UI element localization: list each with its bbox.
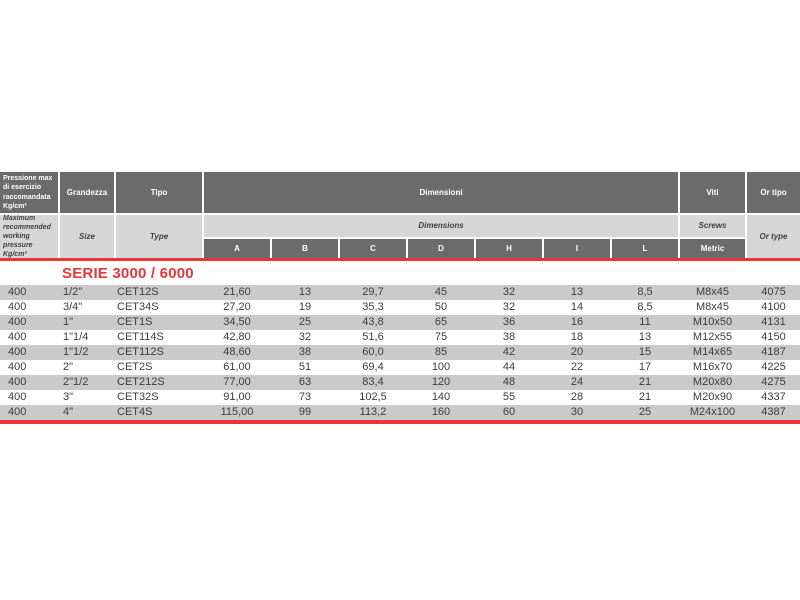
table-bottom-red-line — [0, 420, 800, 424]
cell-c: 35,3 — [362, 301, 384, 313]
cell-d: 65 — [434, 316, 448, 328]
cell-or_type: 4150 — [761, 331, 786, 343]
header-dimensions-italian: Dimensioni — [204, 172, 678, 213]
cell-pressure: 400 — [8, 391, 27, 403]
cell-pressure: 400 — [8, 361, 27, 373]
table-row — [0, 285, 800, 300]
cell-b: 38 — [298, 346, 312, 358]
header-dim-d: D — [408, 239, 474, 258]
cell-metric: M24x100 — [689, 406, 736, 418]
cell-d: 50 — [434, 301, 448, 313]
cell-i: 18 — [570, 331, 584, 343]
cell-l: 21 — [638, 391, 652, 403]
table-row — [0, 390, 800, 405]
cell-i: 28 — [570, 391, 584, 403]
cell-i: 20 — [570, 346, 584, 358]
cell-a: 48,60 — [223, 346, 251, 358]
cell-h: 32 — [502, 286, 516, 298]
cell-or_type: 4275 — [761, 376, 786, 388]
table-body — [0, 285, 800, 420]
cell-size: 3/4" — [63, 301, 83, 313]
cell-c: 60,0 — [362, 346, 384, 358]
header-screws-metric: Metric — [680, 239, 745, 258]
table-row — [0, 345, 800, 360]
cell-b: 99 — [298, 406, 312, 418]
cell-i: 16 — [570, 316, 584, 328]
cell-i: 13 — [570, 286, 584, 298]
cell-metric: M20x90 — [692, 391, 733, 403]
cell-metric: M12x55 — [692, 331, 733, 343]
cell-type: CET2S — [117, 361, 153, 373]
cell-a: 42,80 — [223, 331, 251, 343]
series-title: SERIE 3000 / 6000 — [62, 264, 194, 282]
header-size-english: Size — [60, 215, 114, 258]
cell-size: 1"1/4 — [63, 331, 89, 343]
cell-a: 27,20 — [223, 301, 251, 313]
header-dim-i: I — [544, 239, 610, 258]
cell-h: 55 — [502, 391, 516, 403]
cell-size: 2"1/2 — [63, 376, 89, 388]
cell-a: 115,00 — [220, 406, 254, 418]
cell-d: 85 — [434, 346, 448, 358]
cell-l: 17 — [638, 361, 652, 373]
cell-a: 91,00 — [223, 391, 251, 403]
cell-type: CET4S — [117, 406, 153, 418]
cell-type: CET34S — [117, 301, 159, 313]
cell-c: 51,6 — [362, 331, 384, 343]
cell-d: 160 — [431, 406, 451, 418]
header-pressure-italian: Pressione max di esercizio raccomandata Kg/cm² — [0, 172, 58, 213]
cell-l: 13 — [638, 331, 652, 343]
cell-c: 83,4 — [362, 376, 384, 388]
cell-l: 15 — [638, 346, 652, 358]
table-row — [0, 315, 800, 330]
table-row — [0, 360, 800, 375]
cell-d: 120 — [431, 376, 451, 388]
header-type-italian: Tipo — [116, 172, 202, 213]
cell-type: CET112S — [117, 346, 164, 358]
cell-pressure: 400 — [8, 346, 27, 358]
table-row — [0, 405, 800, 420]
cell-c: 69,4 — [362, 361, 384, 373]
header-dim-c: C — [340, 239, 406, 258]
cell-h: 60 — [502, 406, 516, 418]
header-screws-english: Screws — [680, 215, 745, 237]
cell-type: CET1S — [117, 316, 153, 328]
header-dim-l: L — [612, 239, 678, 258]
header-dimensions-english: Dimensions — [204, 215, 678, 237]
cell-l: 21 — [638, 376, 652, 388]
cell-or_type: 4100 — [761, 301, 786, 313]
header-dim-h: H — [476, 239, 542, 258]
cell-a: 21,60 — [223, 286, 251, 298]
cell-type: CET212S — [117, 376, 165, 388]
cell-b: 73 — [298, 391, 312, 403]
cell-pressure: 400 — [8, 301, 27, 313]
cell-type: CET12S — [117, 286, 159, 298]
cell-h: 32 — [502, 301, 516, 313]
cell-type: CET32S — [117, 391, 159, 403]
cell-type: CET114S — [117, 331, 164, 343]
cell-h: 44 — [502, 361, 516, 373]
cell-c: 102,5 — [359, 391, 387, 403]
cell-size: 1" — [63, 316, 74, 328]
cell-metric: M10x50 — [692, 316, 733, 328]
cell-size: 2" — [63, 361, 74, 373]
cell-a: 77,00 — [223, 376, 251, 388]
cell-b: 19 — [298, 301, 312, 313]
cell-b: 63 — [298, 376, 312, 388]
cell-h: 42 — [502, 346, 516, 358]
cell-or_type: 4337 — [761, 391, 786, 403]
cell-l: 8,5 — [637, 301, 653, 313]
cell-c: 29,7 — [362, 286, 384, 298]
cell-d: 75 — [434, 331, 448, 343]
cell-or_type: 4225 — [761, 361, 786, 373]
cell-size: 3" — [63, 391, 74, 403]
cell-l: 25 — [638, 406, 652, 418]
cell-l: 11 — [639, 316, 651, 328]
cell-h: 36 — [502, 316, 516, 328]
cell-b: 32 — [298, 331, 312, 343]
cell-pressure: 400 — [8, 286, 27, 298]
table-row — [0, 375, 800, 390]
cell-d: 100 — [431, 361, 451, 373]
cell-size: 4" — [63, 406, 74, 418]
cell-c: 113,2 — [359, 406, 387, 418]
cell-b: 25 — [298, 316, 312, 328]
cell-size: 1/2" — [63, 286, 83, 298]
header-type-english: Type — [116, 215, 202, 258]
cell-metric: M16x70 — [692, 361, 733, 373]
cell-a: 61,00 — [223, 361, 251, 373]
cell-d: 140 — [431, 391, 451, 403]
cell-i: 30 — [570, 406, 584, 418]
cell-or_type: 4187 — [761, 346, 786, 358]
header-dim-a: A — [204, 239, 270, 258]
header-oring-italian: Or tipo — [747, 172, 800, 213]
cell-pressure: 400 — [8, 316, 27, 328]
cell-i: 24 — [570, 376, 584, 388]
table-row — [0, 300, 800, 315]
header-pressure-english: Maximum recommended working pressure Kg/cm² — [0, 215, 58, 258]
cell-a: 34,50 — [223, 316, 251, 328]
header-screws-italian: Viti — [680, 172, 745, 213]
cell-pressure: 400 — [8, 376, 27, 388]
cell-or_type: 4075 — [761, 286, 786, 298]
table-header — [0, 172, 800, 258]
header-size-italian: Grandezza — [60, 172, 114, 213]
catalog-table — [0, 172, 800, 424]
cell-l: 8,5 — [637, 286, 653, 298]
cell-b: 13 — [298, 286, 312, 298]
cell-metric: M8x45 — [695, 301, 730, 313]
cell-pressure: 400 — [8, 406, 27, 418]
cell-h: 38 — [502, 331, 516, 343]
cell-i: 22 — [570, 361, 584, 373]
cell-d: 45 — [434, 286, 448, 298]
cell-size: 1"1/2 — [63, 346, 89, 358]
cell-h: 48 — [502, 376, 516, 388]
cell-or_type: 4387 — [761, 406, 786, 418]
cell-pressure: 400 — [8, 331, 27, 343]
cell-metric: M20x80 — [692, 376, 733, 388]
header-dim-b: B — [272, 239, 338, 258]
cell-metric: M14x65 — [692, 346, 733, 358]
header-oring-english: Or type — [747, 215, 800, 258]
cell-b: 51 — [298, 361, 312, 373]
cell-or_type: 4131 — [761, 316, 786, 328]
table-row — [0, 330, 800, 345]
cell-i: 14 — [570, 301, 584, 313]
cell-c: 43,8 — [362, 316, 384, 328]
cell-metric: M8x45 — [695, 286, 730, 298]
